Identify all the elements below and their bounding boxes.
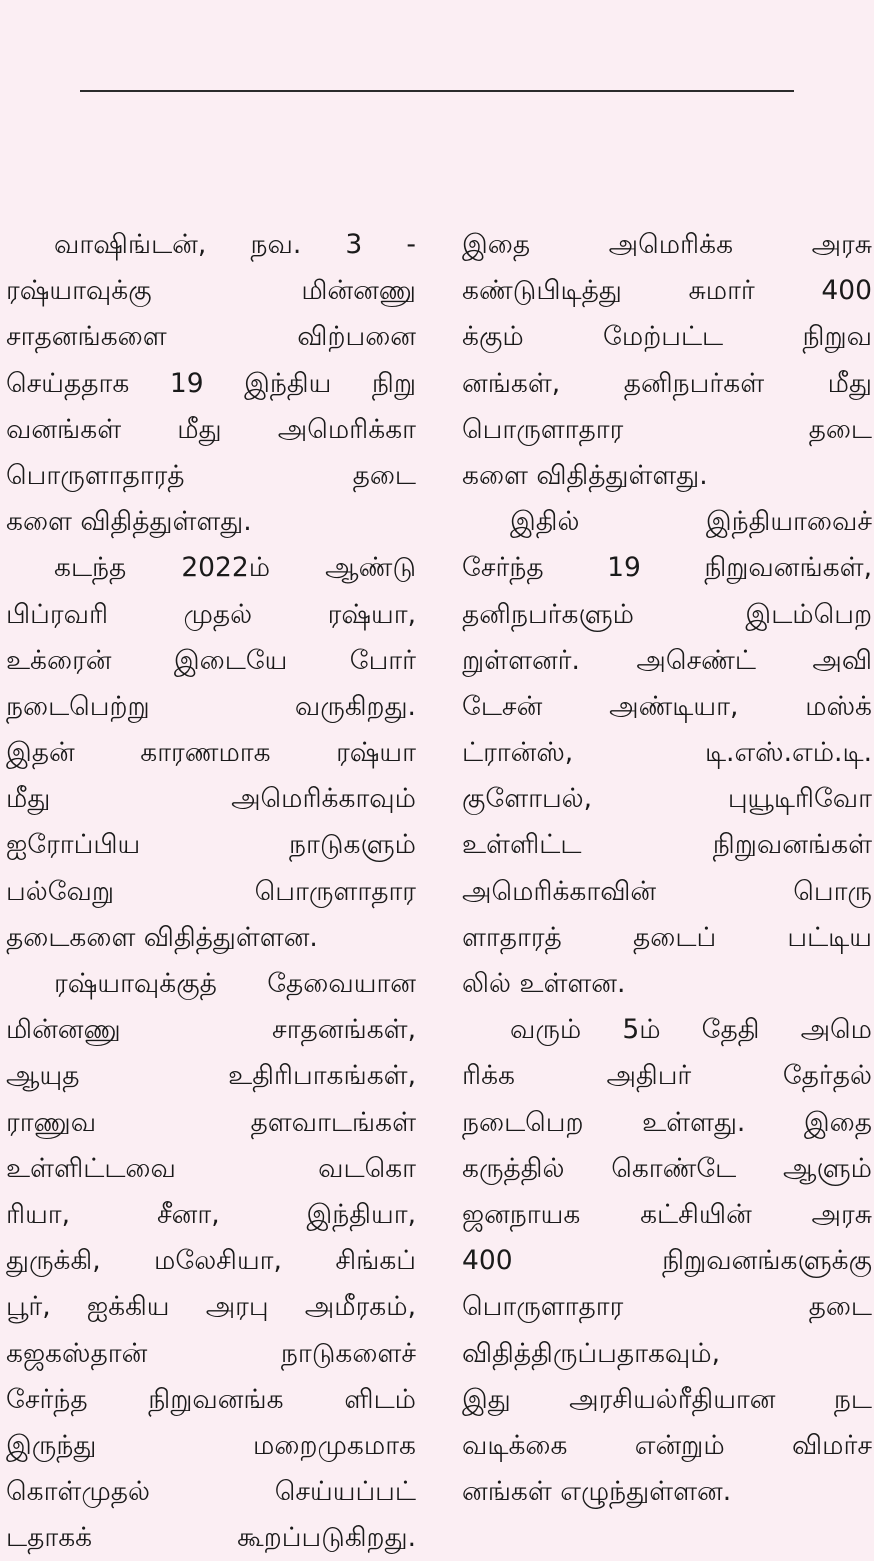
body-text-line: அமெரிக்காவின் பொரு <box>462 875 872 907</box>
body-text-line: கண்டுபிடித்து சுமார் 400 <box>462 275 872 307</box>
body-text-line: வடிக்கை என்றும் விமர்ச <box>462 1429 872 1461</box>
body-text-line: களை விதித்துள்ளது. <box>462 459 708 491</box>
body-text-line: இதில் இந்தியாவைச் <box>510 506 872 538</box>
body-text-line: வாஷிங்டன், நவ. 3 - <box>54 229 416 260</box>
body-text-line: பொருளாதாரத் தடை <box>6 459 416 491</box>
body-text-line: டேசன் அண்டியா, மஸ்க் <box>462 690 872 722</box>
body-text-line: நடைபெற உள்ளது. இதை <box>462 1106 872 1138</box>
body-text-line: பூர், ஐக்கிய அரபு அமீரகம், <box>6 1291 416 1323</box>
body-text-line: குளோபல், புயூடிரிவோ <box>462 783 872 815</box>
body-text-line: துருக்கி, மலேசியா, சிங்கப் <box>6 1245 416 1277</box>
body-text-line: ரஷ்யாவுக்கு மின்னணு <box>6 275 416 307</box>
body-text-line: க்கும் மேற்பட்ட நிறுவ <box>462 321 872 353</box>
body-text-line: சேர்ந்த 19 நிறுவனங்கள், <box>462 552 872 584</box>
body-text-line: 400 நிறுவனங்களுக்கு <box>462 1245 872 1277</box>
body-text-line: தடைகளை விதித்துள்ளன. <box>6 921 318 953</box>
body-text-line: செய்ததாக 19 இந்திய நிறு <box>6 367 416 399</box>
body-text-line: உள்ளிட்ட நிறுவனங்கள் <box>462 829 872 861</box>
body-text-line: பிப்ரவரி முதல் ரஷ்யா, <box>6 598 416 630</box>
body-text-line: ரிக்க அதிபர் தேர்தல் <box>462 1060 872 1092</box>
body-text-line: ஜனநாயக கட்சியின் அரசு <box>462 1198 872 1230</box>
body-text-line: ரியா, சீனா, இந்தியா, <box>6 1198 416 1230</box>
article-headline <box>0 104 874 200</box>
body-text-line: டதாகக் கூறப்படுகிறது. <box>6 1522 416 1554</box>
article-kicker <box>0 18 874 78</box>
body-text-line: மீது அமெரிக்காவும் <box>6 783 416 815</box>
body-text-line: ரஷ்யாவுக்குத் தேவையான <box>54 968 416 999</box>
body-text-line: வனங்கள் மீது அமெரிக்கா <box>6 413 416 445</box>
body-text-line: ட்ரான்ஸ், டி.எஸ்.எம்.டி. <box>462 737 872 769</box>
body-text-line: களை விதித்துள்ளது. <box>6 506 252 538</box>
body-text-line: தனிநபர்களும் இடம்பெற <box>462 598 872 630</box>
article-column-right <box>462 222 872 1515</box>
body-text-line: இதை அமெரிக்க அரசு <box>462 229 872 260</box>
body-text-line: ளாதாரத் தடைப் பட்டிய <box>462 921 872 953</box>
body-text-line: சாதனங்களை விற்பனை <box>6 321 416 353</box>
body-text-line: இருந்து மறைமுகமாக <box>6 1429 416 1461</box>
body-text-line: ராணுவ தளவாடங்கள் <box>6 1106 416 1138</box>
body-text-line: வரும் 5ம் தேதி அமெ <box>510 1014 872 1046</box>
article-column-left <box>6 222 416 1561</box>
body-text-line: கஜகஸ்தான் நாடுகளைச் <box>6 1337 416 1369</box>
body-text-line: கருத்தில் கொண்டே ஆளும் <box>462 1152 872 1184</box>
body-text-line: சேர்ந்த நிறுவனங்க ளிடம் <box>6 1383 416 1415</box>
body-text-line: லில் உள்ளன. <box>462 968 626 999</box>
body-text-line: விதித்திருப்பதாகவும், <box>462 1337 720 1369</box>
body-text-line: மின்னணு சாதனங்கள், <box>6 1014 416 1046</box>
body-text-line: உள்ளிட்டவை வடகொ <box>6 1152 416 1184</box>
body-text-line: பொருளாதார தடை <box>462 413 872 445</box>
body-text-line: னங்கள் எழுந்துள்ளன. <box>462 1476 732 1508</box>
body-text-line: ஆயுத உதிரிபாகங்கள், <box>6 1060 416 1092</box>
body-text-line: ஐரோப்பிய நாடுகளும் <box>6 829 416 861</box>
body-text-line: நடைபெற்று வருகிறது. <box>6 690 416 722</box>
headline-divider <box>80 90 794 92</box>
body-text-line: பொருளாதார தடை <box>462 1291 872 1323</box>
body-text-line: னங்கள், தனிநபர்கள் மீது <box>462 367 872 399</box>
body-text-line: இதன் காரணமாக ரஷ்யா <box>6 737 416 769</box>
body-text-line: பல்வேறு பொருளாதார <box>6 875 416 907</box>
body-text-line: உக்ரைன் இடையே போர் <box>6 644 416 676</box>
body-text-line: இது அரசியல்ரீதியான நட <box>462 1383 872 1415</box>
body-text-line: கொள்முதல் செய்யப்பட் <box>6 1476 416 1508</box>
body-text-line: கடந்த 2022ம் ஆண்டு <box>54 552 416 584</box>
body-text-line: றுள்ளனர். அசெண்ட் அவி <box>462 644 872 676</box>
